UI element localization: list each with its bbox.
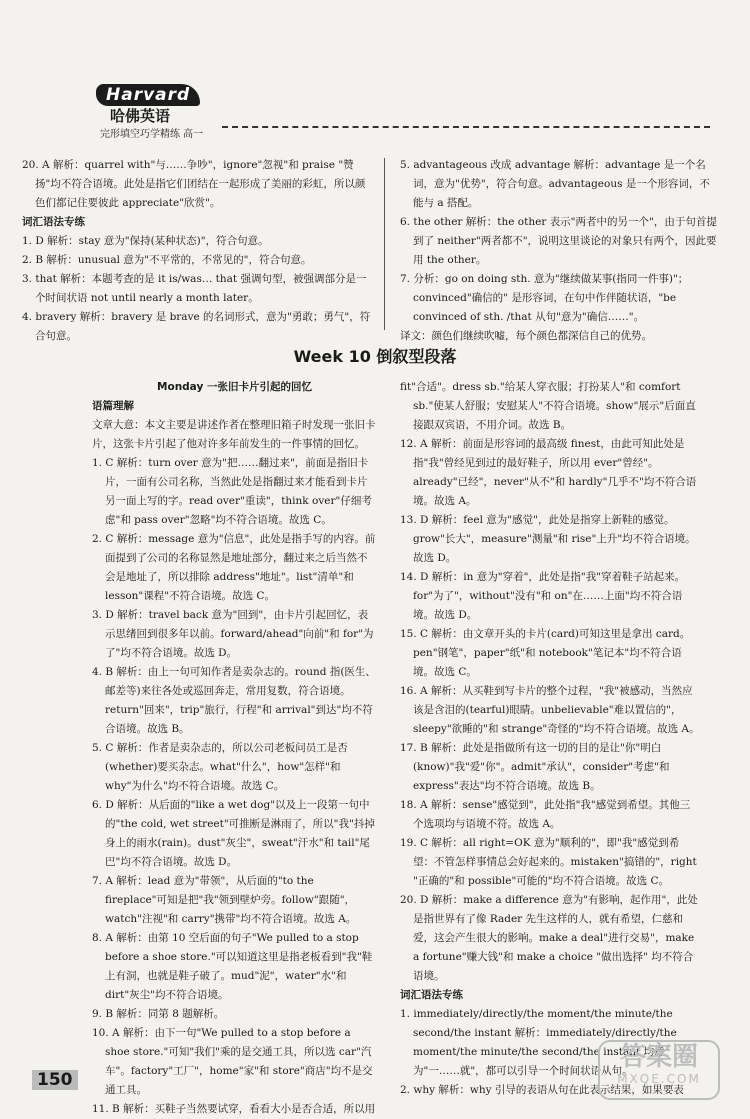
bottom-right-line: fit"合适"。dress sb."给某人穿衣服；打扮某人"和 comfort sb."使某人舒服；安慰某人"不符合语境。show"展示"后面直接跟双宾语，不用介词。故选 B。 bbox=[400, 381, 696, 431]
bottom-right-line: 20. D 解析：make a difference 意为"有影响，起作用"，此处是指世界有了像 Rader 先生这样的人，就有希望，仁慈和爱，这会产生很大的影响。make a deal"进行交易"，make a fortune"赚大钱"和 make a choice "做出选择" 均不符合语境。 bbox=[400, 894, 698, 982]
bottom-right-line: 1. immediately/directly/the moment/the minute/the second/the instant 解析：immediately/directly/the moment/the minute/the second/the instant 均意为"一……就"，都可以引导一个时间状语从句。 bbox=[400, 1008, 677, 1077]
top-right-line: 7. 分析：go on doing sth. 意为"继续做某事(指同一件事)"；convinced"确信的" 是形容词，在句中作伴随状语，"be convinced of sth. /that 从句"意为"确信……"。 bbox=[400, 273, 689, 323]
top-left-line: 1. D 解析：stay 意为"保持(某种状态)"，符合句意。 bbox=[22, 235, 269, 247]
bottom-left-line: 5. C 解析：作者是卖杂志的，所以公司老板问员工是否(whether)要买杂志。what"什么"，how"怎样"和 why"为什么"均不符合语境。故选 C。 bbox=[92, 742, 348, 792]
bottom-right-line: 词汇语法专练 bbox=[400, 989, 463, 1001]
bottom-right-column bbox=[400, 378, 700, 1100]
bottom-left-line: 2. C 解析：message 意为"信息"，此处是指手写的内容。前面提到了公司的名称显然是地址部分，翻过来之后当然不会是地址了，所以排除 address"地址"。list"清单"和 lesson"课程"不符合语境。故选 C。 bbox=[92, 533, 376, 602]
top-left-column bbox=[22, 156, 372, 346]
top-right-line: 5. advantageous 改成 advantage 解析：advantage 是一个名词，意为"优势"，符合句意。advantageous 是一个形容词，不能与 a 搭配。 bbox=[400, 159, 710, 209]
bottom-left-line: 7. A 解析：lead 意为"带领"，从后面的"to the fireplace"可知是把"我"领到壁炉旁。follow"跟随"，watch"注视"和 carry"携带"均不符合语境。故选 A。 bbox=[92, 875, 357, 925]
logo-subtitle: 完形填空巧学精练 高一 bbox=[100, 129, 204, 140]
watermark-stamp bbox=[598, 1040, 720, 1100]
logo-chinese: 哈佛英语 bbox=[110, 107, 171, 125]
logo-english: Harvard bbox=[96, 84, 200, 106]
top-right-line: 译文：颜色们继续吹嘘，每个颜色都深信自己的优势。 bbox=[400, 330, 652, 342]
bottom-right-line: 17. B 解析：此处是指做所有这一切的目的是让"你"明白(know)"我"爱"你"。admit"承认"，consider"考虑"和 express"表达"均不符合语境。故选 B。 bbox=[400, 742, 670, 792]
column-divider bbox=[384, 158, 385, 330]
bottom-left-line: 11. B 解析：买鞋子当然要试穿，看看大小是否合适，所以用 bbox=[92, 1103, 376, 1115]
bottom-left-line: 4. B 解析：由上一句可知作者是卖杂志的。round 指(医生、邮差等)来往各处或巡回奔走，常用复数，符合语境。return"回来"，trip"旅行，行程"和 arrival"到达"均不符合语境。故选 B。 bbox=[92, 666, 376, 735]
watermark-small: MXQE.COM bbox=[617, 1072, 701, 1086]
bottom-right-line: 12. A 解析：前面是形容词的最高级 finest，由此可知此处是指"我"曾经见到过的最好鞋子，所以用 ever"曾经"。already"已经"，never"从不"和 hardly"几乎不"均不符合语境。故选 A。 bbox=[400, 438, 697, 507]
bottom-left-line: 语篇理解 bbox=[92, 400, 134, 412]
week-title: Week 10 倒叙型段落 bbox=[293, 347, 457, 366]
bottom-left-line: 3. D 解析：travel back 意为"回到"，由卡片引起回忆，表示思绪回到很多年以前。forward/ahead"向前"和 for"为了"均不符合语境。故选 D。 bbox=[92, 609, 374, 659]
bottom-right-line: 2. why 解析：why 引导的表语从句在此表示结果，如果要表 bbox=[400, 1084, 684, 1096]
bottom-left-line: Monday 一张旧卡片引起的回忆 bbox=[157, 381, 312, 393]
bottom-right-line: 19. C 解析：all right=OK 意为"顺利的"，即"我"感觉到希望：不管怎样事情总会好起来的。mistaken"搞错的"，right "正确的"和 possible"可能的"均不符合语境。故选 C。 bbox=[400, 837, 697, 887]
bottom-left-line: 10. A 解析：由下一句"We pulled to a stop before a shoe store."可知"我们"乘的是交通工具，所以选 car"汽车"。factory"工厂"，home"家"和 store"商店"均不是交通工具。 bbox=[92, 1027, 373, 1096]
harvard-logo bbox=[96, 84, 216, 144]
top-left-line: 词汇语法专练 bbox=[22, 216, 85, 228]
top-left-line: 2. B 解析：unusual 意为"不平常的，不常见的"，符合句意。 bbox=[22, 254, 312, 266]
bottom-left-line: 9. B 解析：同第 8 题解析。 bbox=[92, 1008, 225, 1020]
bottom-left-line: 1. C 解析：turn over 意为"把……翻过来"，前面是指旧卡片，一面有公司名称，当然此处是指翻过来才能看到卡片另一面上写的字。read over"重读"，think over"仔细考虑"和 pass over"忽略"均不符合语境。故选 C。 bbox=[92, 457, 372, 526]
header-divider bbox=[222, 126, 710, 128]
page-number: 150 bbox=[32, 1070, 78, 1090]
bottom-right-line: 18. A 解析：sense"感觉到"，此处指"我"感觉到希望。其他三个选项均与语境不符。故选 A。 bbox=[400, 799, 691, 830]
bottom-right-line: 15. C 解析：由文章开头的卡片(card)可知这里是拿出 card。pen"钢笔"，paper"纸"和 notebook"笔记本"均不符合语境。故选 C。 bbox=[400, 628, 691, 678]
top-right-line: 6. the other 解析：the other 表示"两者中的另一个"，由于句首提到了 neither"两者都不"，说明这里谈论的对象只有两个，因此要用 the other。 bbox=[400, 216, 717, 266]
bottom-right-line: 16. A 解析：从买鞋到写卡片的整个过程，"我"被感动，当然应该是含泪的(tearful)眼睛。unbelievable"难以置信的"，sleepy"欲睡的"和 strange"奇怪的"均不符合语境。故选 A。 bbox=[400, 685, 700, 735]
top-left-line: 3. that 解析：本题考查的是 it is/was… that 强调句型，被强调部分是一个时间状语 not until nearly a month later。 bbox=[22, 273, 367, 304]
top-left-line: 4. bravery 解析：bravery 是 brave 的名词形式，意为"勇敢；勇气"，符合句意。 bbox=[22, 311, 371, 342]
bottom-left-line: 6. D 解析：从后面的"like a wet dog"以及上一段第一句中的"the cold, wet street"可推断是淋雨了，所以"我"抖掉身上的雨水(rain)。dust"灰尘"，sweat"汗水"和 tail"尾巴"均不符合语境。故选 D。 bbox=[92, 799, 375, 868]
bottom-left-line: 文章大意：本文主要是讲述作者在整理旧箱子时发现一张旧卡片，这张卡片引起了他对许多年前发生的一件事情的回忆。 bbox=[92, 419, 376, 450]
bottom-left-line: 8. A 解析：由第 10 空后面的句子"We pulled to a stop before a shoe store."可以知道这里是指老板看到"我"鞋上有洞，也就是鞋子破了。mud"泥"，water"水"和 dirt"灰尘"均不符合语境。 bbox=[92, 932, 373, 1001]
bottom-left-column bbox=[92, 378, 377, 1119]
bottom-right-line: 13. D 解析：feel 意为"感觉"，此处是指穿上新鞋的感觉。grow"长大"，measure"测量"和 rise"上升"均不符合语境。故选 D。 bbox=[400, 514, 696, 564]
top-right-column bbox=[400, 156, 720, 346]
bottom-right-line: 14. D 解析：in 意为"穿着"，此处是指"我"穿着鞋子站起来。for"为了"，without"没有"和 on"在……上面"均不符合语境。故选 D。 bbox=[400, 571, 686, 621]
watermark-big: 答案圈 bbox=[619, 1042, 698, 1072]
top-left-line: 20. A 解析：quarrel with"与……争吵"，ignore"忽视"和 praise "赞扬"均不符合语境。此处是指它们团结在一起形成了美丽的彩虹，所以颜色们都记住要彼此 appreciate"欣赏"。 bbox=[22, 159, 366, 209]
